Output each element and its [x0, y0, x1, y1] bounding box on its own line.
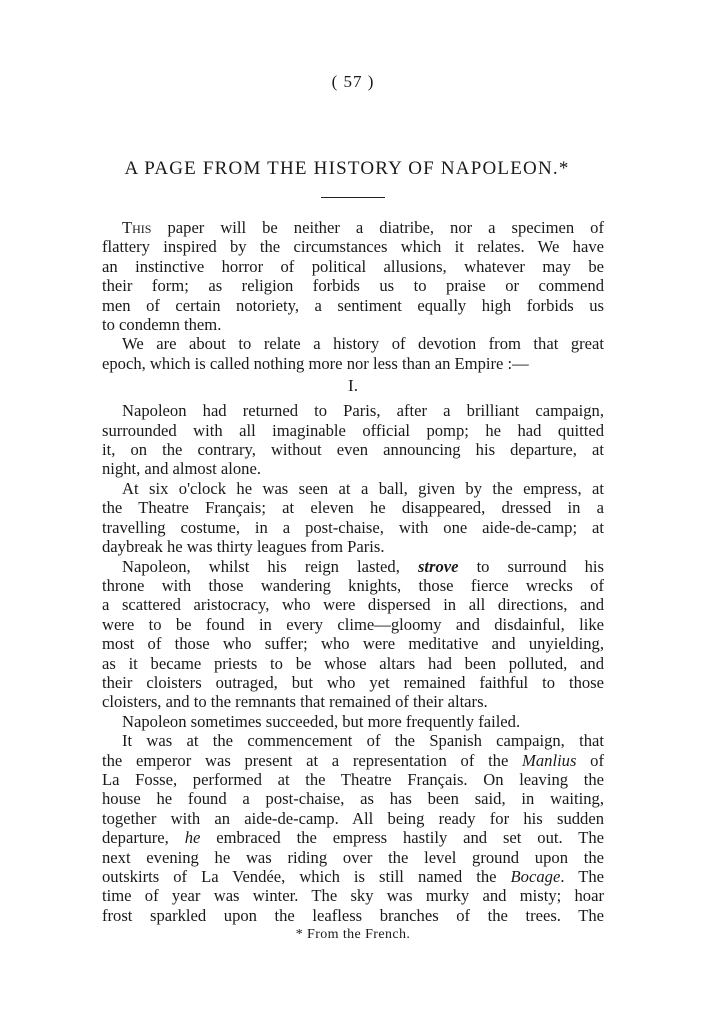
text-line: the emperor was present at a representation of the Manlius of [102, 750, 604, 770]
text-line: At six o'clock he was seen at a ball, given by the empress, at [122, 478, 604, 498]
text-line: cloisters, and to the remnants that remained of their altars. [102, 692, 488, 712]
text-line: It was at the commencement of the Spanish campaign, that [122, 731, 604, 751]
text-line: travelling costume, in a post-chaise, with one aide-de-camp; at [102, 517, 604, 537]
text-line: it, on the contrary, without even announcing his departure, at [102, 440, 604, 460]
intro-paragraph-1 [102, 218, 604, 334]
text-line: their cloisters outraged, but who yet remained faithful to those [102, 672, 604, 692]
text-line: most of those who suffer; who were meditative and unyielding, [102, 634, 604, 654]
text-line: their form; as religion forbids us to praise or commend [102, 276, 604, 296]
text-line: house he found a post-chaise, as has been said, in waiting, [102, 789, 604, 809]
text-line: Napoleon had returned to Paris, after a brilliant campaign, [122, 401, 604, 421]
text-line: together with an aide-de-camp. All being ready for his sudden [102, 808, 604, 828]
text-line: time of year was winter. The sky was murky and misty; hoar [102, 886, 604, 906]
text-line: daybreak he was thirty leagues from Paris. [102, 537, 385, 557]
text-line: men of certain notoriety, a sentiment equally high forbids us [102, 295, 604, 315]
text-line: outskirts of La Vendée, which is still named the Bocage. The [102, 867, 604, 886]
body-paragraph-3 [102, 557, 604, 712]
text-line: to condemn them. [102, 315, 222, 335]
text-line: the Theatre Français; at eleven he disappeared, dressed in a [102, 498, 604, 518]
page-number: ( 57 ) [331, 72, 375, 91]
body-paragraph-2 [102, 479, 604, 557]
text-line: departure, he embraced the empress hastily and set out. The [102, 828, 605, 848]
text-line: epoch, which is called nothing more nor less than an Empire :— [102, 353, 529, 373]
footnote: * From the French. [295, 927, 411, 942]
emphasis-he: he [184, 828, 201, 848]
article-title: A PAGE FROM THE HISTORY OF NAPOLEON.* [124, 158, 570, 179]
text-line: a scattered aristocracy, who were dispersed in all directions, and [102, 595, 604, 615]
emphasis-strove: strove [417, 556, 459, 576]
drop-word: This [122, 218, 152, 237]
page [102, 72, 605, 942]
section-numeral: I. [348, 376, 358, 396]
text-line: next evening he was riding over the level ground upon the [102, 847, 604, 867]
text-line: flattery inspired by the circumstances which it relates. We have [102, 237, 604, 257]
text-line: We are about to relate a history of devotion from that great [122, 334, 604, 354]
intro-paragraph-2 [102, 334, 604, 373]
text-line: frost sparkled upon the leafless branches of the trees. The [102, 905, 604, 925]
text-line: surrounded with all imaginable official pomp; he had quitted [102, 420, 604, 440]
text-line: night, and almost alone. [102, 459, 261, 479]
text-line: were to be found in every clime—gloomy and disdainful, like [102, 614, 604, 634]
text-line: Napoleon sometimes succeeded, but more frequently failed. [122, 711, 521, 731]
text-line: La Fosse, performed at the Theatre Français. On leaving the [102, 769, 604, 789]
text-line: Napoleon, whilst his reign lasted, strove to surround his [122, 556, 604, 576]
text-line: throne with those wandering knights, those fierce wrecks of [102, 575, 604, 595]
body-paragraph-4 [102, 712, 604, 731]
body-paragraph-5 [102, 731, 604, 925]
body-paragraph-1 [102, 401, 604, 479]
title-divider [321, 197, 385, 198]
emphasis-manlius: Manlius [522, 750, 577, 770]
text-line: an instinctive horror of political allusions, whatever may be [102, 256, 604, 276]
text-line: as it became priests to be whose altars had been polluted, and [102, 653, 604, 673]
text-line: This paper will be neither a diatribe, nor a specimen of [122, 218, 604, 237]
emphasis-bocage: Bocage [510, 867, 561, 886]
